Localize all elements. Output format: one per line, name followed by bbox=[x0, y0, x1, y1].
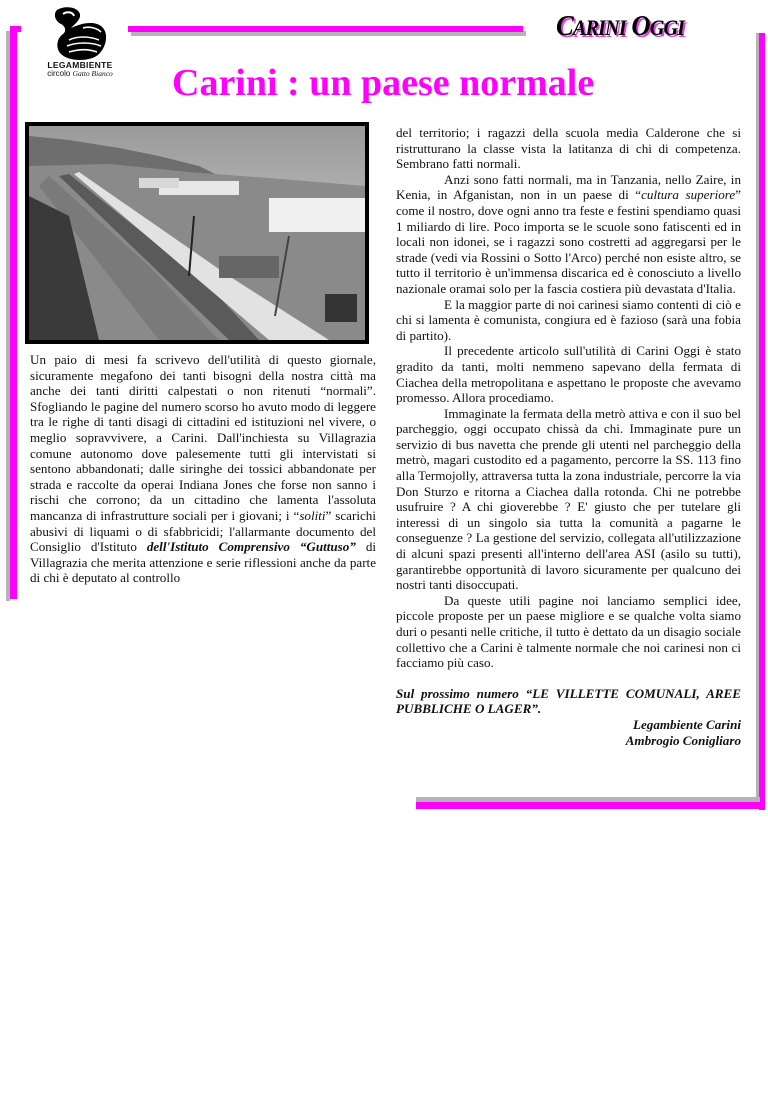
signature-name: Ambrogio Conigliaro bbox=[625, 732, 741, 748]
logo-org-name: LEGAMBIENTE bbox=[47, 60, 113, 70]
text-run: ” scarichi abusivi di liquami o di sfabbricidi; l'allarmante documento del Consiglio d'Istituto bbox=[30, 507, 376, 555]
article-title: Carini : un paese normale bbox=[172, 62, 595, 104]
legambiente-logo bbox=[30, 6, 130, 86]
article-paragraph: Immaginate la fermata della metrò attiva e con il suo bel parcheggio, oggi occupato chissà da chi. Immaginate pure un servizio di bus navetta che prende gli utenti nel parcheggio della metrò, magari custodito ed a pagamento, percorre la SS. 113 fino alla Termojolly, attraversa tutta la zona industriale, percorre la via Don Sturzo e ritorna a Ciachea dalla rotonda. Chi ne potrebbe usufruire ? A chi gioverebbe ? E' giusto che per tutelare gli interessi di un singolo sia tutta la comunità a pagarne le conseguenze ? La gestione del servizio, collegata all'utilizzazione di alcuni spazi presenti all'interno dell'area ASI (asilo su tutti), garantirebbe opportunità di lavoro sicuramente per qualcuno dei nostri tanti disoccupati. bbox=[396, 405, 741, 593]
article-paragraph bbox=[30, 352, 376, 586]
text-run: ” come il nostro, dove ogni anno tra feste e festini spendiamo quasi 1 miliardo di lire. Poco importa se le scuole sono fatiscenti ed in locali non idonei, se i ragazzi sono costretti ad aggregarsi per le strade (vedi via Rossini o Sotto l'Arco) perché non esiste altro, se tutto il territorio è un'immensa discarica ed è conosciuto a livello nazionale oramai solo per la fascia costiera più devastata d'Italia. bbox=[396, 187, 741, 296]
article-column-right bbox=[396, 125, 741, 748]
frame-corner-left bbox=[10, 26, 21, 32]
text-run-italic: cultura superiore bbox=[641, 187, 736, 203]
logo-club-prefix: circolo bbox=[47, 69, 71, 78]
text-run: Un paio di mesi fa scrivevo dell'utilità di questo giornale, sicuramente megafono dei tanti bisogni della nostra città ma anche dei tanti diritti calpestati o non ritenuti “normali”. Sfogliando le pagine del numero scorso ho avuto modo di leggere tra le righe di tanti disagi di cittadini ed istituzioni nel vivere, o meglio sopravvivere, a Carini. Dall'inchiesta su Villagrazia comune autonomo dove palesemente tutti gli intervistati si sentono abbandonati; dalle siringhe dei tossici abbandonate per strada e raccolte da operai Indiana Jones che forse non sanno i rischi che corrono; da un cittadino che lamenta l'assoluta mancanza di infrastrutture sociali per i giovani; i “ bbox=[30, 352, 376, 523]
article-column-left bbox=[30, 352, 376, 586]
frame-line-left bbox=[10, 31, 17, 599]
article-paragraph: Da queste utili pagine noi lanciamo semplici idee, piccole proposte per un paese migliore e se qualche volta siamo duri o pesanti nelle critiche, il tutto è dettato da un disagio sociale collettivo che a Carini è talmente normale che noi carinesi non ci facciamo più caso. bbox=[396, 592, 741, 671]
masthead-arini: ARINI bbox=[572, 15, 626, 40]
logo-club-name bbox=[30, 69, 130, 78]
frame-line-right bbox=[759, 33, 765, 810]
text-run: Anzi sono fatti normali, ma in Tanzania, nello Zaire, in Kenia, in Afganistan, non in un paese di “ bbox=[396, 171, 741, 203]
text-run: di Villagrazia che merita attenzione e serie riflessioni anche da parte di chi è deputato al controllo bbox=[30, 539, 377, 586]
masthead-o: O bbox=[631, 10, 650, 42]
signature-org: Legambiente Carini bbox=[632, 716, 741, 732]
frame-line-top bbox=[128, 26, 523, 32]
article-photo bbox=[25, 122, 369, 344]
article-paragraph: del territorio; i ragazzi della scuola media Calderone che si ristrutturano la classe vista la latitanza di chi di competenza. Sembrano fatti normali. bbox=[396, 125, 741, 172]
article-paragraph: Il precedente articolo sull'utilità di Carini Oggi è stato gradito da tanti, molti nemmeno sapevano della fermata di Ciachea della metropolitana e aspettano le proposte che avevamo promesso. Allora procediamo. bbox=[396, 343, 741, 406]
article-paragraph bbox=[396, 172, 741, 297]
text-run-italic: soliti bbox=[299, 507, 326, 523]
school-name: dell'Istituto Comprensivo “Guttuso” bbox=[146, 539, 356, 555]
masthead-ggi: GGI bbox=[649, 15, 685, 40]
next-issue-teaser: Sul prossimo numero “LE VILLETTE COMUNALI, AREE PUBBLICHE O LAGER”. bbox=[396, 685, 741, 717]
masthead-carini-oggi bbox=[556, 10, 684, 43]
article-paragraph: E la maggior parte di noi carinesi siamo contenti di ciò e chi si lamenta è comunista, congiura ed è fazioso (sarà una fobia di partito). bbox=[396, 296, 741, 343]
swan-icon bbox=[49, 6, 111, 62]
logo-club-italic: Gatto Bianco bbox=[72, 69, 113, 78]
masthead-c: C bbox=[556, 10, 573, 42]
frame-line-bottom bbox=[416, 802, 765, 809]
railway-station-image bbox=[29, 126, 365, 340]
